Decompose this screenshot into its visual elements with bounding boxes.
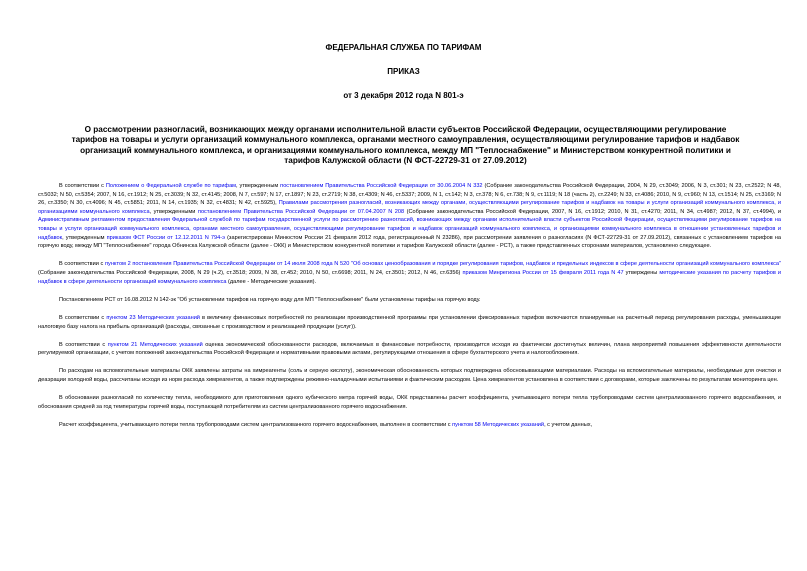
paragraph-text: В соответствии с [59, 341, 108, 348]
paragraph-text: утверждены [623, 269, 660, 276]
paragraph-text: , утвержденными [149, 208, 198, 215]
paragraph-text: (зарегистрирован Минюстом России 21 февраля 2012 года, регистрационный N 23286), при рассмотрении заявления о разногласиях (N ФСТ-22729-31 от 27.09.2012), связанных с установлением тарифов на горячую воду, между МП "Теплоснабжение" города Обнинска Калужской области (далее - ОКК) и Министерством конкурентной политики и тарифов Калужской области (далее - РСТ), а также представленных сторонами материалов, установлено следующее. [38, 234, 781, 250]
paragraph-text: (Собрание законодательства Российской Федерации, 2004, N 29, ст.3049; 2006, N 3, ст.301; N 23, ст.2522; N 48, ст.5032; N 50, ст.5354; 2007, N 16, ст.1912; N 25, ст.3039; N 32, ст.4145; 2008, N 7, ст.597; N 17, ст.1897; N 23, ст.2719; N 38, ст.4309; N 46, ст.5337; 2009, N 1, ст.142; N 3, ст.378; N 6, ст.738; N 9, ст.1119; N 18 (часть 2), ст.2249; N 33, ст.4086; 2010, N 9, ст.960; N 13, ст.1514; N 25, ст.3169; N 26, ст.3350; N 30, ст.4096; N 45, ст.5851; 2011, N 14, ст.1935; N 32, ст.4831; N 42, ст.5925), [38, 183, 781, 207]
document-link[interactable]: методические указания по расчету тарифов и надбавок в сфере деятельности организаций коммунального комплекса [38, 269, 781, 285]
document-link[interactable]: приказом Минрегиона России от 15 февраля 2011 года N 47 [462, 269, 624, 276]
paragraph-text: В соответствии с [59, 261, 106, 268]
paragraph-text: , утвержденным [62, 234, 107, 241]
paragraph [38, 260, 781, 286]
document-date-number: от 3 декабря 2012 года N 801-э [343, 91, 464, 100]
paragraph-text: В соответствии с [59, 183, 106, 189]
paragraph-text: (Собрание законодательства Российской Федерации, 2007, N 16, ст.1912; 2010, N 31, ст.4270; 2011, N 34, ст.4987; 2012, N 37, ст.4994), и [404, 208, 781, 215]
paragraph-text: В соответствии с [59, 314, 107, 321]
paragraph-text: Постановлением РСТ от 16.08.2012 N 142-эк "Об установлении тарифов на горячую воду для МП "Теплоснабжение" были установлены тарифы на горячую воду. [59, 296, 481, 303]
paragraph [38, 182, 781, 251]
document-link[interactable]: пунктом 58 Методических указаний [452, 422, 545, 429]
document-link[interactable]: Правилами рассмотрения разногласий, возникающих между органами, осуществляющими регулирование тарифов и надбавок на товары и услуги организаций коммунального комплекса, и организациями коммунального комплекса [38, 200, 781, 215]
document-link[interactable]: приказом ФСТ России от 12.12.2011 N 794-э [106, 234, 225, 241]
document-link[interactable]: постановлением Правительства Российской Федерации от 07.04.2007 N 208 [197, 208, 405, 215]
paragraph-text: в величину финансовых потребностей по реализации производственной программы при установлении фиксированных тарифов включаются планируемые на расчетный период регулирования расходы, уменьшающие налоговую базу налога на прибыль организаций (расходы, связанные с производством и реализацией продукции (услуг)). [38, 314, 781, 330]
document-link[interactable]: пунктом 23 Методических указаний [106, 314, 200, 321]
paragraph-text: , с учетом данных, [544, 422, 593, 429]
document-link[interactable]: Административным регламентом предоставления Федеральной службой по тарифам государственной услуги по рассмотрению разногласий, возникающих между органами исполнительной власти субъектов Российской Федерации, осуществляющими регулирование тарифов на товары и услуги организаций коммунального комплекса, органами местного самоуправления, осуществляющими регулирование тарифов и надбавок организаций коммунального комплекса, и организациями коммунального комплекса в отношении установленных тарифов и надбавок [38, 217, 781, 241]
paragraph [38, 341, 781, 358]
paragraph-text: По расходам на вспомогательные материалы ОКК заявлены затраты на химреагенты (соль и серную кислоту), экономическая обоснованность которых подтверждена обосновывающими материалами. Расходы на вспомогательные материалы, необходимые для очистки и деаэрации холодной воды, рассчитаны исходя из норм расхода химреагентов, а также подтверждены режимно-наладочными испытаниями и фактическим расходом. Цена химреагентов установлена в соответствии с договорами, которые заключены по результатам мониторинга цен. [38, 368, 781, 384]
paragraph-text: (далее - Методические указания). [226, 278, 317, 285]
paragraph [38, 394, 781, 411]
document-link[interactable]: пунктом 2 постановления Правительства Российской Федерации от 14 июля 2008 года N 520 "Об основах ценообразования и порядке регулирования тарифов, надбавок и предельных индексов в сфере деятельности организаций коммунального комплекса" [105, 261, 782, 268]
paragraph-text: В обосновании разногласий по количеству тепла, необходимого для приготовления одного кубического метра горячей воды, ОКК представлены расчет коэффициента, учитывающего потери тепла трубопроводами систем централизованного горячего водоснабжения, и обоснования средней за год температуры горячей воды, поступающей потребителям из систем централизованного горячего водоснабжения. [38, 395, 781, 410]
paragraph [38, 296, 781, 305]
document-link[interactable]: пунктом 21 Методических указаний [107, 341, 203, 348]
document-link[interactable]: Положением о Федеральной службе по тарифам [105, 183, 237, 189]
paragraph [38, 421, 781, 430]
paragraph-text: (Собрание законодательства Российской Федерации, 2008, N 29 (ч.2), ст.3518; 2009, N 38, ст.452; 2010, N 50, ст.6698; 2011, N 24, ст.3501; 2012, N 46, ст.6356) [38, 269, 463, 276]
agency-heading: ФЕДЕРАЛЬНАЯ СЛУЖБА ПО ТАРИФАМ [325, 43, 482, 52]
document-body [38, 182, 781, 439]
paragraph-text: , утвержденным [236, 183, 281, 189]
document-type-heading: ПРИКАЗ [387, 67, 420, 76]
paragraph-text: оценка экономической обоснованности расходов, включаемых в финансовые потребности, производится исходя из фактически достигнутых величин, плана мероприятий повышения эффективности деятельности регулируемой организации, с учетом положений законодательства Российской Федерации и нормативными правовыми актами, регулирующими отношения в сфере бухгалтерского учета и налогообложения. [38, 341, 781, 357]
document-title: О рассмотрении разногласий, возникающих между органами исполнительной власти субъектов Российской Федерации, осуществляющими регулирование тарифов на товары и услуги организаций коммунального комплекса, органами местного самоуправления, осуществляющими регулирование тарифов и надбавок организаций коммунального комплекса, и организациями коммунального комплекса, между МП "Теплоснабжение" и Министерством конкурентной политики и тарифов Калужской области (N ФСТ-22729-31 от 27.09.2012) [71, 125, 740, 166]
paragraph [38, 314, 781, 331]
paragraph [38, 367, 781, 384]
paragraph-text: Расчет коэффициента, учитывающего потери тепла трубопроводами систем централизованного горячего водоснабжения, выполнен в соответствии с [59, 422, 453, 429]
document-link[interactable]: постановлением Правительства Российской Федерации от 30.06.2004 N 332 [280, 183, 483, 189]
